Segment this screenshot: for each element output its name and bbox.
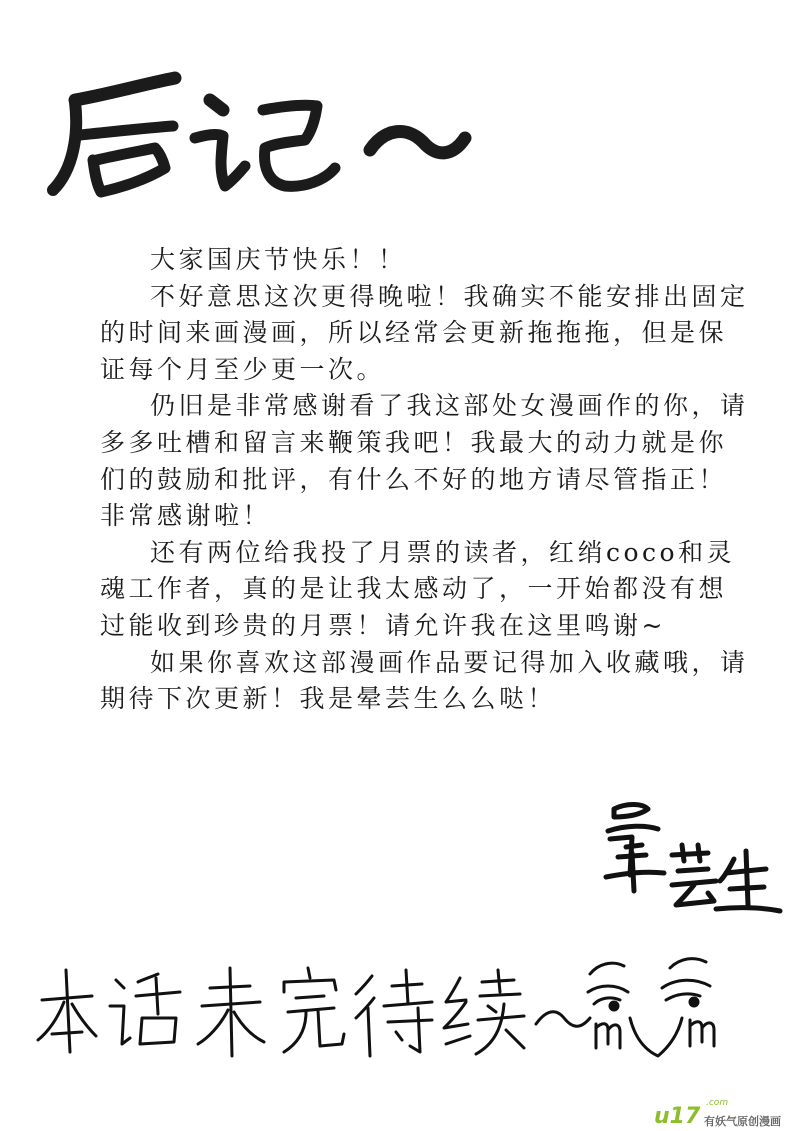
paragraph-readers: 还有两位给我投了月票的读者，红绡coco和灵魂工作者，真的是让我太感动了，一开始都没有想过能收到珍贵的月票！请允许我在这里鸣谢~	[100, 537, 736, 640]
paragraph-closing: 如果你喜欢这部漫画作品要记得加入收藏哦，请期待下次更新！我是晕芸生么么哒！	[100, 647, 749, 714]
title-brush-lettering	[35, 40, 475, 210]
to-be-continued-lettering	[30, 948, 730, 1098]
author-signature	[596, 795, 786, 925]
paragraph-thanks: 仍旧是非常感谢看了我这部处女漫画作的你，请多多吐槽和留言来鞭策我吧！我最大的动力就是你们的鼓励和批评，有什么不好的地方请尽管指正！非常感谢啦！	[100, 391, 749, 531]
u17-logo-mark: u17	[654, 1104, 701, 1129]
paragraph-apology: 不好意思这次更得晚啦！我确实不能安排出固定的时间来画漫画，所以经常会更新拖拖拖，但是保证每个月至少更一次。	[100, 281, 749, 384]
u17-logo-domain: .com	[706, 1098, 729, 1108]
u17-watermark-logo	[654, 1098, 799, 1130]
paragraph-greeting: 大家国庆节快乐！！	[150, 245, 407, 274]
u17-logo-slogan: 有妖气原创漫画	[704, 1115, 781, 1128]
afterword-body	[100, 242, 750, 718]
